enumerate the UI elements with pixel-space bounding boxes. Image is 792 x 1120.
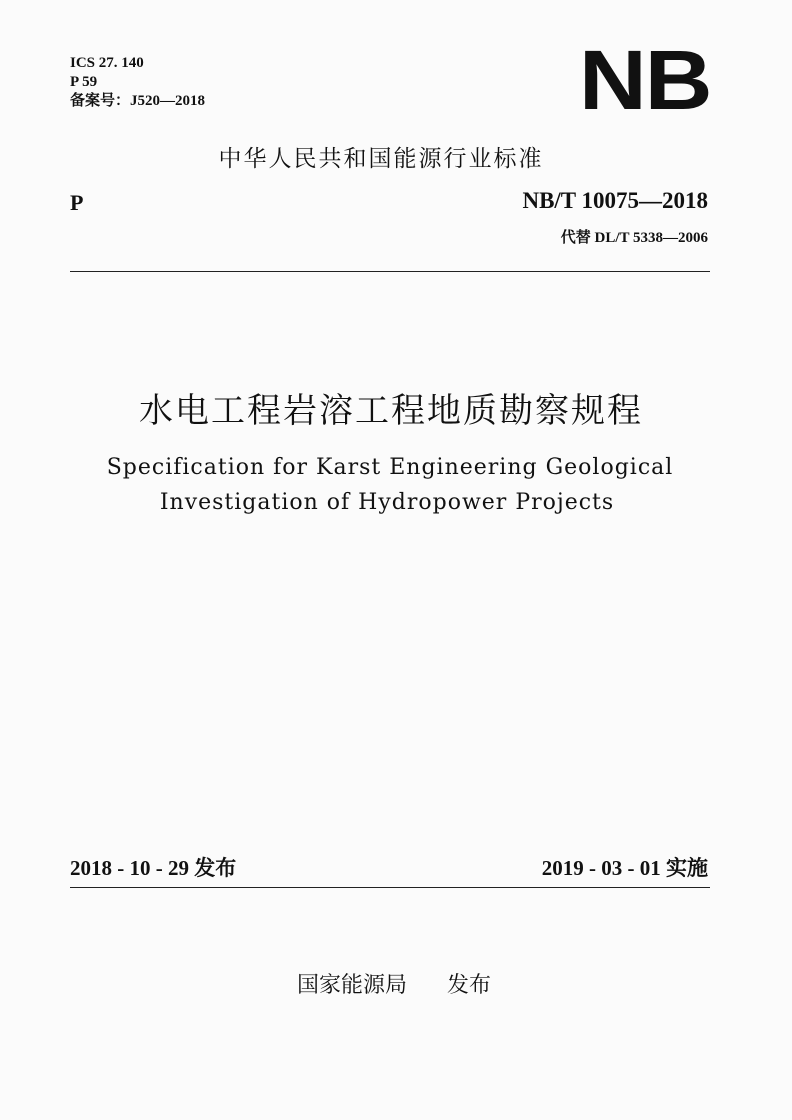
classification-block [70,54,205,111]
english-title-line-2: Investigation of Hydropower Projects [159,490,615,515]
top-divider [70,271,710,272]
implementation-date: 2019 - 03 - 01 实施 [541,856,708,880]
standard-number: NB/T 10075—2018 [522,188,708,213]
record-number: 备案号：J520—2018 [70,93,206,109]
publisher-line [0,968,792,999]
nb-logo: NB [578,33,710,127]
issue-date: 2018 - 10 - 29 发布 [70,856,237,880]
industry-standard-title-text: 中华人民共和国能源行业标准 [218,146,544,172]
chinese-title-text: 水电工程岩溶工程地质勘察规程 [139,391,643,431]
chinese-title [0,383,792,432]
bottom-divider [70,887,710,888]
category-code: P [70,190,84,215]
industry-standard-title [0,140,792,173]
english-title-line-1: Specification for Karst Engineering Geological [106,455,674,480]
english-title [0,450,792,520]
ics-code: ICS 27. 140 [70,55,144,71]
publisher-name: 国家能源局 [296,973,407,998]
ccs-code: P 59 [70,74,98,90]
publish-action: 发布 [447,973,492,998]
replaced-standard: 代替 DL/T 5338—2006 [560,230,708,246]
